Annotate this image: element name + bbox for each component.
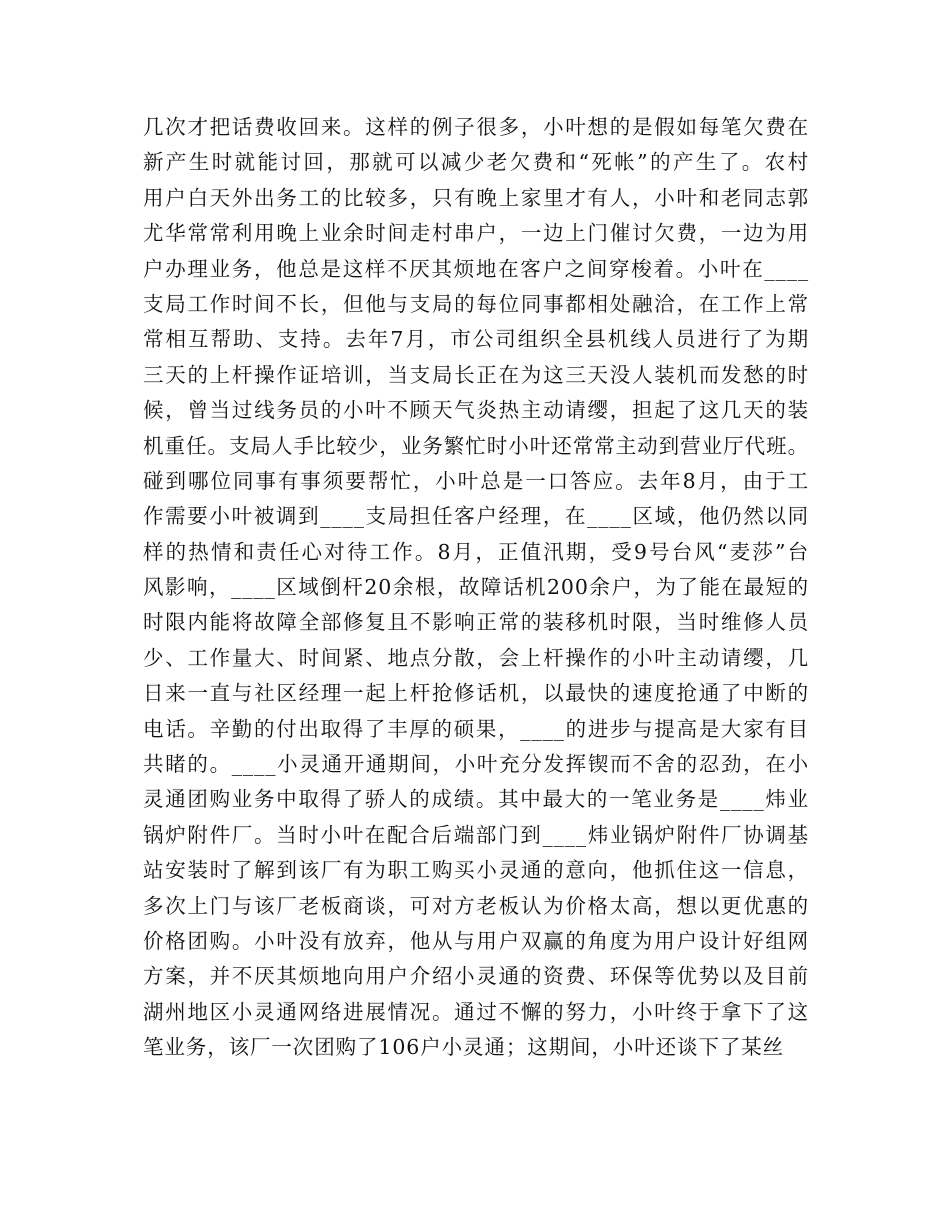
text-line: 笔业务，该厂一次团购了106户小灵通；这期间，小叶还谈下了某丝 (143, 1035, 785, 1060)
document-body (143, 110, 809, 1066)
text-line: 少、工作量大、时间紧、地点分散，会上杆操作的小叶主动请缨，几 (143, 645, 809, 670)
text-line: 日来一直与社区经理一起上杆抢修话机，以最快的速度抢通了中断的 (143, 681, 809, 706)
text-line: 价格团购。小叶没有放弃，他从与用户双赢的角度为用户设计好组网 (143, 928, 809, 953)
text-line: 新产生时就能讨回，那就可以减少老欠费和“死帐”的产生了。农村 (143, 150, 809, 175)
text-line: 户办理业务，他总是这样不厌其烦地在客户之间穿梭着。小叶在____ (143, 256, 809, 281)
text-line: 几次才把话费收回来。这样的例子很多，小叶想的是假如每笔欠费在 (143, 115, 809, 139)
text-line: 风影响，____区域倒杆20余根，故障话机200余户，为了能在最短的 (143, 575, 809, 600)
text-line: 多次上门与该厂老板商谈，可对方老板认为价格太高，想以更优惠的 (143, 893, 809, 918)
text-line: 共睹的。____小灵通开通期间，小叶充分发挥锲而不舍的忍劲，在小 (143, 752, 809, 777)
text-line: 机重任。支局人手比较少，业务繁忙时小叶还常常主动到营业厅代班。 (143, 433, 809, 458)
text-line: 支局工作时间不长，但他与支局的每位同事都相处融洽，在工作上常 (143, 291, 809, 316)
text-line: 尤华常常利用晚上业余时间走村串户，一边上门催讨欠费，一边为用 (143, 221, 809, 246)
text-line: 湖州地区小灵通网络进展情况。通过不懈的努力，小叶终于拿下了这 (143, 999, 809, 1024)
text-line: 灵通团购业务中取得了骄人的成绩。其中最大的一笔业务是____炜业 (143, 787, 809, 812)
text-line: 常相互帮助、支持。去年7月，市公司组织全县机线人员进行了为期 (143, 327, 809, 352)
text-line: 时限内能将故障全部修复且不影响正常的装移机时限，当时维修人员 (143, 610, 809, 635)
text-line: 站安装时了解到该厂有为职工购买小灵通的意向，他抓住这一信息， (143, 858, 809, 883)
text-line: 样的热情和责任心对待工作。8月，正值汛期，受9号台风“麦莎”台 (143, 539, 809, 564)
text-line: 锅炉附件厂。当时小叶在配合后端部门到____炜业锅炉附件厂协调基 (143, 822, 809, 847)
text-line: 三天的上杆操作证培训，当支局长正在为这三天没人装机而发愁的时 (143, 362, 809, 387)
text-line: 候，曾当过线务员的小叶不顾天气炎热主动请缨，担起了这几天的装 (143, 398, 809, 423)
text-line: 用户白天外出务工的比较多，只有晚上家里才有人，小叶和老同志郭 (143, 185, 809, 210)
text-line: 碰到哪位同事有事须要帮忙，小叶总是一口答应。去年8月，由于工 (143, 468, 809, 493)
text-line: 方案，并不厌其烦地向用户介绍小灵通的资费、环保等优势以及目前 (143, 964, 809, 989)
text-line: 电话。辛勤的付出取得了丰厚的硕果，____的进步与提高是大家有目 (143, 716, 809, 741)
text-line: 作需要小叶被调到____支局担任客户经理，在____区域，他仍然以同 (143, 504, 809, 529)
